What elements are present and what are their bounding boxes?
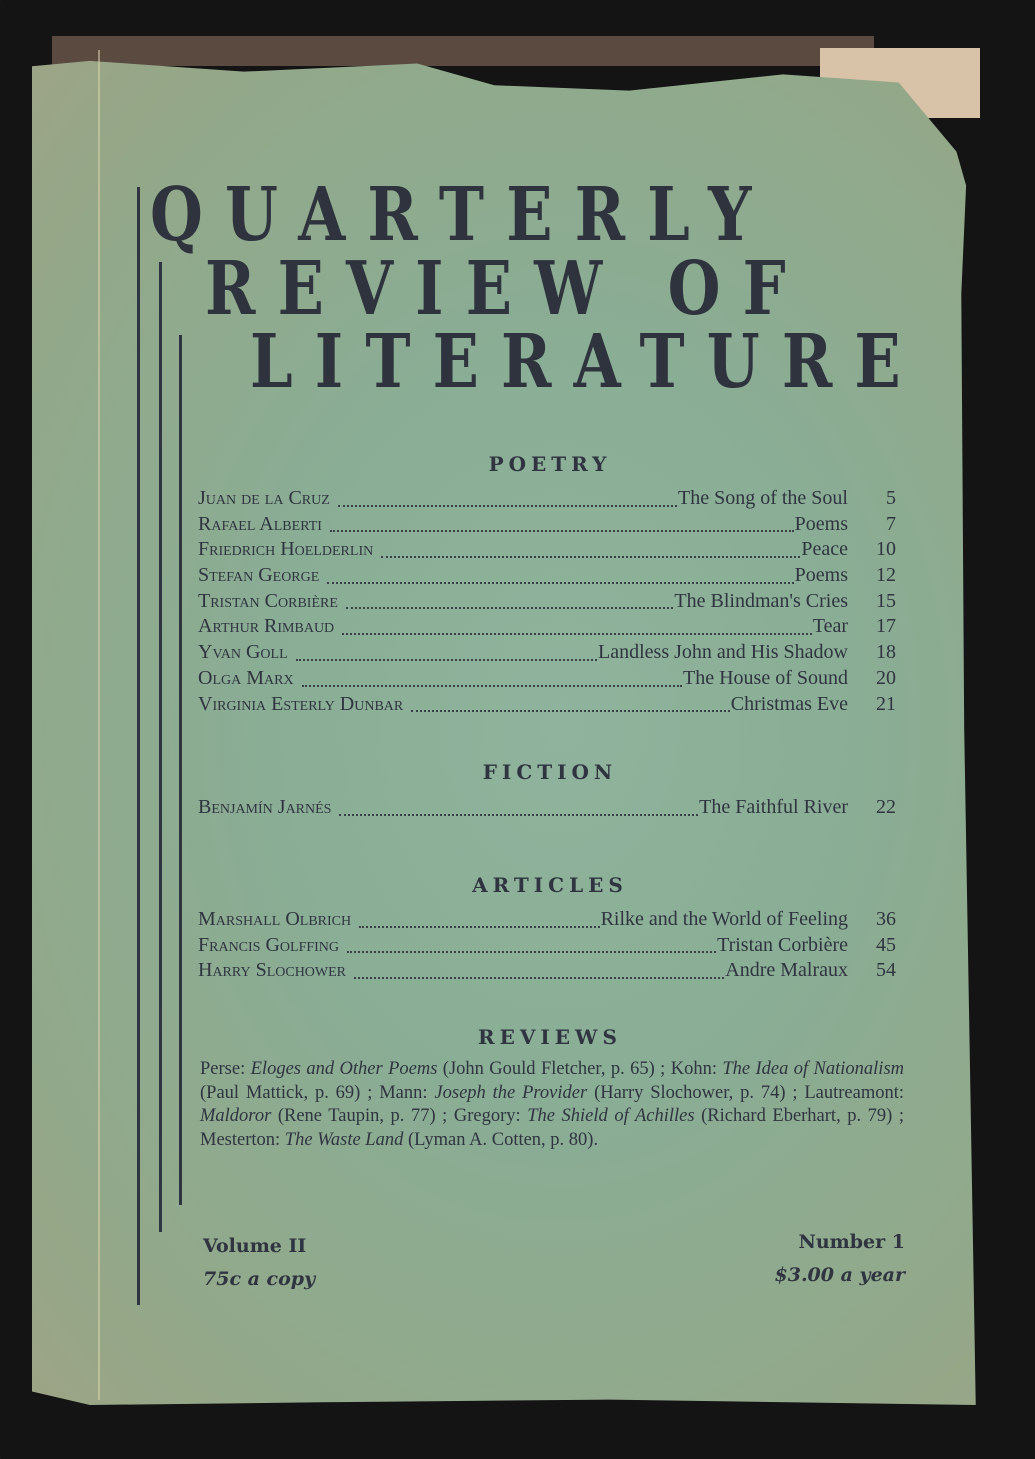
toc-entry (198, 590, 896, 616)
review-subject: Mann: (379, 1082, 428, 1103)
toc-author: Francis Golffing (198, 933, 340, 956)
toc-entry (198, 908, 896, 934)
toc-page-number: 10 (876, 538, 896, 561)
price-per-year: $3.00 a year (774, 1264, 905, 1286)
cover-backing-board (52, 36, 874, 66)
review-book-title: Eloges and Other Poems (250, 1059, 438, 1079)
dot-leader (338, 504, 677, 507)
volume-label: Volume II (203, 1235, 307, 1257)
review-separator: ; (654, 1059, 671, 1079)
review-book-title: The Idea of Nationalism (722, 1059, 905, 1079)
toc-page-number: 7 (886, 512, 896, 535)
decorative-rule-3 (179, 335, 182, 1205)
toc-author: Virginia Esterly Dunbar (198, 692, 404, 715)
toc-page-number: 18 (876, 641, 896, 664)
toc-page-number: 36 (876, 908, 896, 930)
toc-author: Tristan Corbière (198, 589, 338, 612)
issue-number: Number 1 (798, 1231, 905, 1253)
review-subject: Perse: (200, 1059, 246, 1079)
toc-work-title: Andre Malraux (725, 959, 848, 982)
toc-work-title: The Faithful River (699, 796, 848, 818)
toc-poetry (198, 487, 896, 718)
masthead-line-1: QUARTERLY (150, 172, 774, 258)
toc-author: Rafael Alberti (198, 512, 322, 535)
price-per-copy: 75c a copy (203, 1268, 316, 1290)
toc-work-title: The House of Sound (683, 666, 848, 689)
toc-author: Friedrich Hoelderlin (198, 538, 374, 561)
toc-entry (198, 959, 896, 985)
review-separator: ; (435, 1106, 454, 1126)
toc-author: Harry Slochower (198, 959, 347, 982)
toc-page-number: 5 (886, 487, 896, 509)
review-book-title: The Waste Land (284, 1129, 404, 1150)
toc-author: Olga Marx (198, 666, 294, 689)
toc-work-title: Tristan Corbière (717, 933, 848, 956)
review-reviewer: (John Gould Fletcher, p. 65) (442, 1059, 655, 1079)
dot-leader (327, 581, 793, 584)
toc-page-number: 15 (876, 589, 896, 612)
dot-leader (347, 950, 716, 953)
review-reviewer: (Lyman A. Cotten, p. 80) (407, 1129, 594, 1150)
dot-leader (354, 976, 724, 979)
toc-author: Arthur Rimbaud (198, 615, 335, 638)
review-separator: ; (360, 1082, 380, 1103)
review-subject: Mesterton: (200, 1129, 281, 1150)
toc-page-number: 20 (876, 666, 896, 689)
toc-work-title: The Blindman's Cries (674, 589, 848, 612)
toc-work-title: Rilke and the World of Feeling (600, 908, 848, 930)
masthead-line-3: LITERATURE (250, 319, 923, 405)
reviews-paragraph (200, 1058, 904, 1152)
toc-entry (198, 564, 896, 590)
toc-author: Benjamín Jarnés (198, 796, 332, 818)
review-reviewer: (Paul Mattick, p. 69) (200, 1082, 361, 1103)
section-heading-fiction: FICTION (482, 760, 618, 784)
toc-page-number: 54 (876, 959, 896, 982)
dot-leader (339, 813, 698, 816)
dot-leader (359, 925, 599, 928)
toc-entry (198, 796, 896, 822)
section-heading-articles: ARTICLES (472, 873, 628, 897)
review-book-title: The Shield of Achilles (527, 1106, 695, 1126)
toc-page-number: 45 (876, 933, 896, 956)
toc-page-number: 12 (876, 564, 896, 587)
toc-work-title: Landless John and His Shadow (598, 641, 848, 664)
toc-work-title: Poems (794, 564, 848, 587)
dot-leader (302, 684, 682, 687)
toc-page-number: 17 (876, 615, 896, 638)
dot-leader (330, 529, 794, 532)
dot-leader (411, 709, 730, 712)
review-subject: Gregory: (453, 1106, 521, 1126)
dot-leader (346, 606, 674, 609)
toc-articles (198, 908, 896, 985)
toc-entry (198, 615, 896, 641)
review-book-title: Joseph the Provider (434, 1082, 588, 1103)
dot-leader (381, 555, 800, 558)
toc-author: Stefan George (198, 564, 320, 587)
decorative-rule-2 (159, 262, 162, 1232)
toc-entry (198, 538, 896, 564)
review-reviewer: (Rene Taupin, p. 77) (277, 1106, 436, 1126)
review-subject: Lautreamont: (804, 1082, 905, 1103)
section-heading-reviews: REVIEWS (478, 1025, 622, 1049)
toc-entry (198, 641, 896, 667)
toc-entry (198, 513, 896, 539)
toc-entry (198, 934, 896, 960)
toc-author: Yvan Goll (198, 641, 288, 664)
dot-leader (296, 658, 597, 661)
toc-page-number: 21 (876, 692, 896, 715)
toc-author: Marshall Olbrich (198, 908, 352, 930)
toc-work-title: Christmas Eve (730, 692, 848, 715)
masthead-line-2: REVIEW OF (205, 246, 808, 332)
review-reviewer: (Harry Slochower, p. 74) (594, 1082, 786, 1103)
toc-entry (198, 667, 896, 693)
review-reviewer: (Richard Eberhart, p. 79) (701, 1106, 893, 1126)
toc-entry (198, 487, 896, 513)
review-separator: ; (892, 1106, 905, 1126)
toc-work-title: Peace (801, 538, 848, 561)
section-heading-poetry: POETRY (488, 452, 612, 476)
toc-work-title: The Song of the Soul (678, 487, 848, 509)
review-subject: Kohn: (670, 1059, 717, 1079)
review-separator: . (593, 1129, 599, 1150)
decorative-rule-1 (137, 187, 140, 1305)
review-book-title: Maldoror (200, 1106, 272, 1126)
review-separator: ; (785, 1082, 805, 1103)
spine-fold-line (98, 50, 100, 1400)
toc-author: Juan de la Cruz (198, 487, 330, 509)
dot-leader (342, 632, 812, 635)
toc-page-number: 22 (876, 796, 896, 818)
toc-work-title: Poems (794, 512, 848, 535)
toc-entry (198, 693, 896, 719)
toc-work-title: Tear (812, 615, 848, 638)
toc-fiction (198, 796, 896, 822)
